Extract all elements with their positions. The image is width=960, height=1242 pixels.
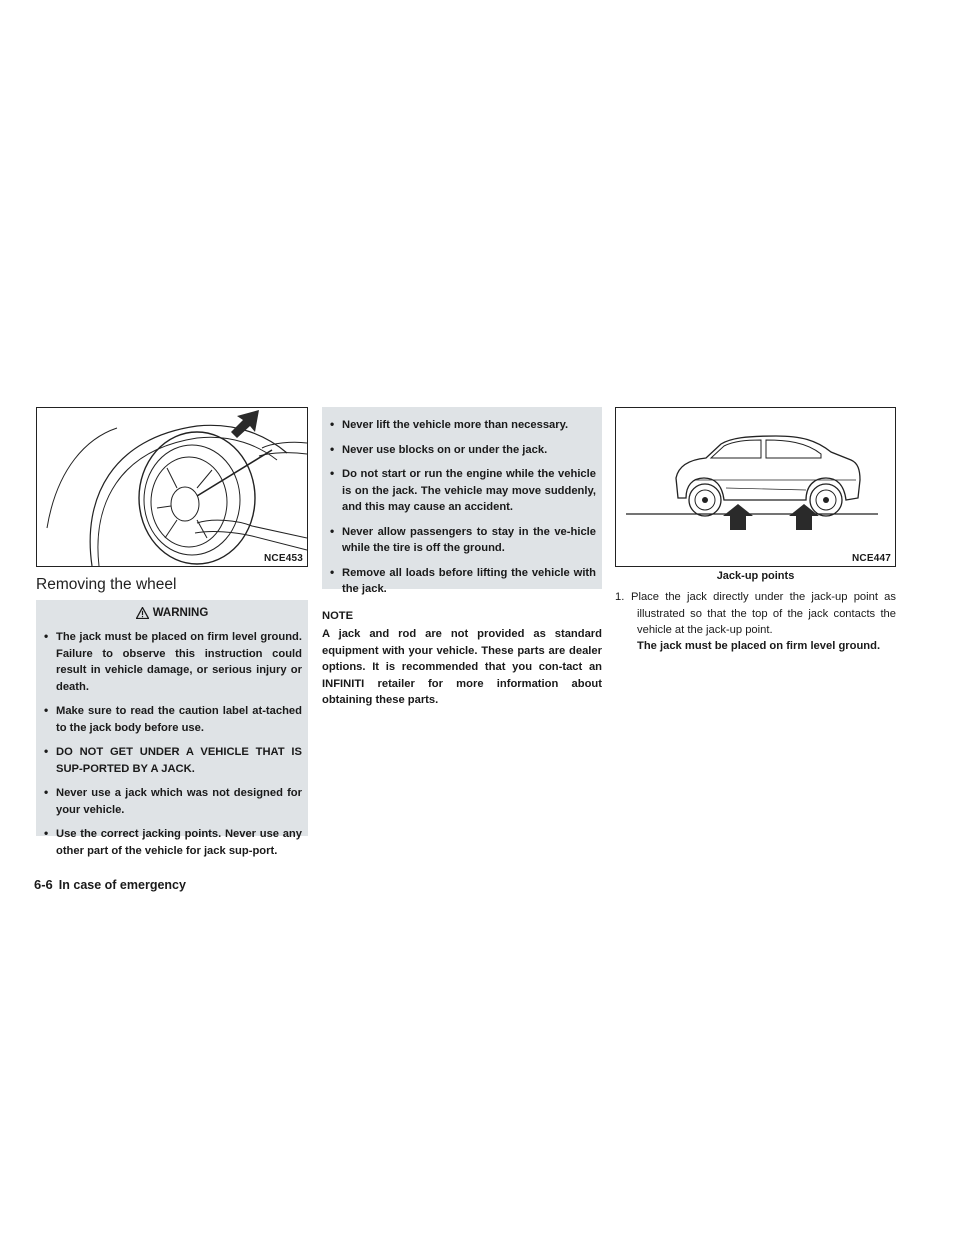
warning-item: • Use the correct jacking points. Never use any other part of the vehicle for jack sup-port. [44, 826, 302, 857]
bullet-dot-icon: • [44, 744, 49, 758]
step-number: 1. [615, 591, 625, 603]
warning-item: • Never use a jack which was not designed for your vehicle. [44, 785, 302, 816]
warning-item: • Never lift the vehicle more than necessary. [330, 417, 569, 431]
bullet-dot-icon: • [44, 826, 49, 840]
bullet-dot-icon: • [44, 629, 49, 643]
warning-item: • Never allow passengers to stay in the ve-hicle while the tire is off the ground. [330, 523, 596, 554]
jack-up-points-figure [615, 407, 896, 567]
step-bold-text: The jack must be placed on firm level ground. [637, 640, 881, 652]
warning-heading [36, 600, 308, 619]
bullet-dot-icon: • [330, 466, 335, 480]
note-heading: NOTE [322, 610, 354, 622]
warning-list [36, 619, 308, 859]
figure-code: NCE453 [264, 553, 303, 564]
bullet-dot-icon: • [330, 564, 335, 579]
chapter-title: In case of emergency [58, 878, 186, 892]
warning-triangle-icon [136, 607, 149, 619]
bullet-dot-icon: • [44, 785, 49, 799]
figure-code: NCE447 [852, 553, 891, 564]
page-number: 6-6 [34, 877, 53, 892]
warning-item: • Do not start or run the engine while the vehicle is on the jack. The vehicle may move suddenly, and this may cause an accident. [330, 466, 596, 513]
wheel-removal-illustration [37, 408, 307, 566]
jack-up-points-illustration [616, 408, 895, 566]
bullet-dot-icon: • [330, 417, 335, 431]
warning-item: • The jack must be placed on firm level ground. Failure to observe this instruction could result in vehicle damage, or serious injury or death. [44, 629, 302, 693]
bullet-dot-icon: • [330, 523, 335, 538]
wheel-removal-figure [36, 407, 308, 567]
page-footer [34, 877, 186, 892]
bullet-dot-icon: • [330, 441, 335, 456]
step-text: Place the jack directly under the jack-up point as illustrated so that the top of the jack contacts the vehicle at the jack-up point. [631, 591, 896, 636]
warning-item: • Remove all loads before lifting the vehicle with the jack. [330, 564, 596, 595]
warning-item: • Never use blocks on or under the jack. [330, 441, 548, 456]
warning-item: • Make sure to read the caution label at-tached to the jack body before use. [44, 703, 302, 734]
bullet-dot-icon: • [44, 703, 49, 717]
warning-heading-text: WARNING [152, 607, 209, 619]
figure-caption: Jack-up points [716, 570, 795, 582]
warning-list-continued [322, 407, 602, 598]
note-text: A jack and rod are not provided as standard equipment with your vehicle. These parts are dealer options. It is recommended that you con-tact an INFINITI retailer for more information about obtaining these parts. [322, 628, 602, 706]
section-title: Removing the wheel [36, 576, 177, 593]
warning-box [36, 600, 308, 857]
warning-item: • DO NOT GET UNDER A VEHICLE THAT IS SUP-PORTED BY A JACK. [44, 744, 302, 775]
warning-box-continued [322, 407, 602, 595]
